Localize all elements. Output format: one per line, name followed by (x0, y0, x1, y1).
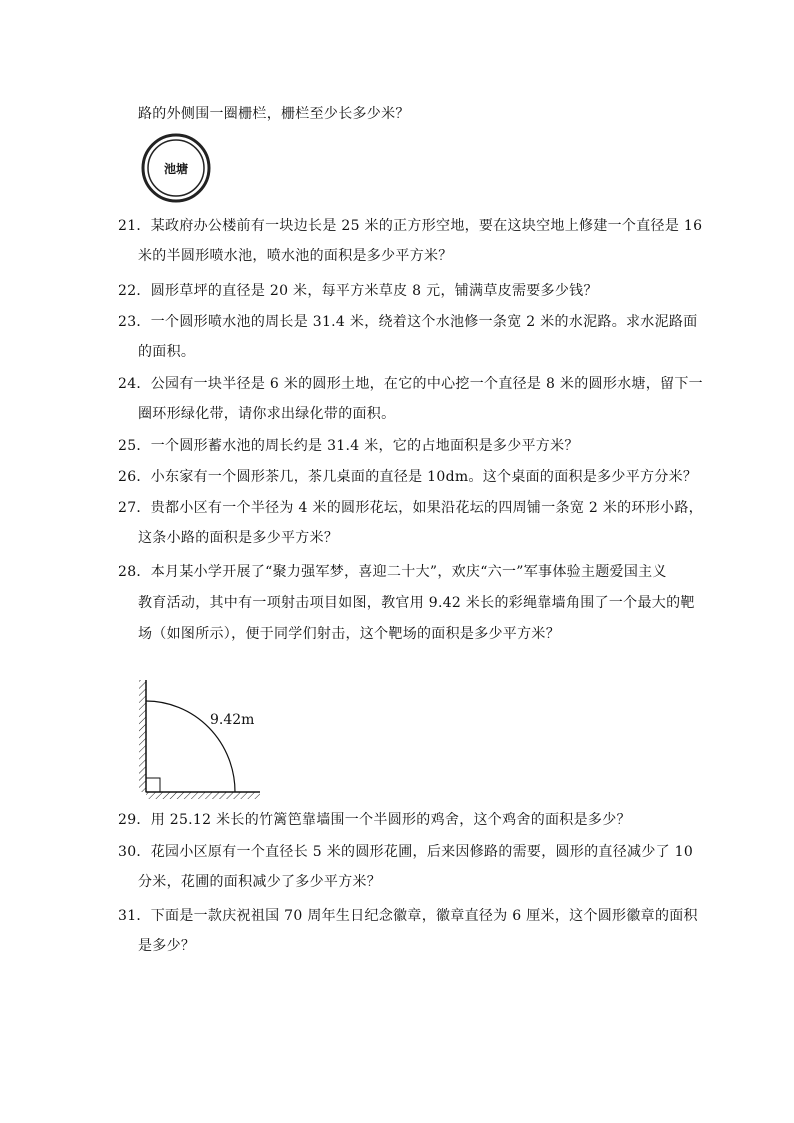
problem-24-line-2: 圈环形绿化带，请你求出绿化带的面积。 (138, 406, 396, 422)
problem-24-line-1 (118, 374, 703, 394)
problem-22-line-1 (118, 281, 598, 301)
problem-27-line-2: 这条小路的面积是多少平方米？ (138, 530, 339, 546)
problem-number: 23． (118, 314, 151, 330)
problem-text: 下面是一款庆祝祖国 70 周年生日纪念徽章，徽章直径为 6 厘米，这个圆形徽章的面积 (150, 908, 698, 924)
wall-hatching-horizontal (146, 792, 260, 799)
problem-23-line-2: 的面积。 (138, 344, 196, 360)
problem-number: 26． (118, 469, 151, 485)
problem-30-line-1 (118, 842, 693, 862)
problem-29-line-1 (118, 810, 631, 830)
problem-number: 29． (118, 812, 151, 828)
pond-figure (138, 133, 220, 203)
problem-number: 31． (118, 908, 151, 924)
problem-27-line-1 (118, 498, 703, 518)
problem-28-line-3: 场（如图所示），便于同学们射击，这个靶场的面积是多少平方米？ (138, 626, 560, 642)
problem-21-line-2: 米的半圆形喷水池，喷水池的面积是多少平方米？ (138, 248, 453, 264)
problem-31-line-1 (118, 906, 698, 926)
problem-number: 30． (118, 844, 151, 860)
pond-label: 池塘 (163, 162, 189, 176)
problem-28-line-1 (118, 562, 667, 582)
problem-number: 21． (118, 218, 151, 234)
problem-text: 圆形草坪的直径是 20 米，每平方米草皮 8 元，铺满草皮需要多少钱？ (150, 283, 598, 299)
problem-26-line-1 (118, 467, 697, 487)
problem-text: 贵都小区有一个半径为 4 米的圆形花坛，如果沿花坛的四周铺一条宽 2 米的环形小路， (150, 500, 703, 516)
continued-problem-text: 路的外侧围一圈栅栏，栅栏至少长多少米？ (138, 106, 410, 122)
problem-text: 本月某小学开展了“聚力强军梦，喜迎二十大”，欢庆“六一”军事体验主题爱国主义 (150, 564, 667, 580)
problem-21-line-1 (118, 216, 702, 236)
problem-28-line-2: 教育活动，其中有一项射击项目如图，教官用 9.42 米长的彩绳靠墙角围了一个最大的靶 (138, 595, 695, 611)
problem-text: 用 25.12 米长的竹篱笆靠墙围一个半圆形的鸡舍，这个鸡舍的面积是多少？ (150, 812, 631, 828)
problem-text: 一个圆形喷水池的周长是 31.4 米，绕着这个水池修一条宽 2 米的水泥路。求水泥路面 (150, 314, 698, 330)
problem-text: 一个圆形蓄水池的周长约是 31.4 米，它的占地面积是多少平方米？ (150, 438, 579, 454)
problem-number: 28． (118, 564, 151, 580)
problem-text: 某政府办公楼前有一块边长是 25 米的正方形空地，要在这块空地上修建一个直径是 16 (150, 218, 703, 234)
problem-23-line-1 (118, 312, 698, 332)
problem-text: 公园有一块半径是 6 米的圆形土地，在它的中心挖一个直径是 8 米的圆形水塘，留下一 (150, 376, 703, 392)
problem-text: 小东家有一个圆形茶几，茶几桌面的直径是 10dm。这个桌面的面积是多少平方分米？ (150, 469, 698, 485)
problem-number: 27． (118, 500, 151, 516)
problem-31-line-2: 是多少？ (138, 938, 196, 954)
quarter-circle-figure (130, 676, 270, 802)
problem-number: 25． (118, 438, 151, 454)
problem-number: 24． (118, 376, 151, 392)
arc-length-label: 9.42m (210, 712, 255, 728)
problem-25-line-1 (118, 436, 579, 456)
problem-number: 22． (118, 283, 151, 299)
wall-hatching-vertical (139, 680, 146, 792)
problem-text: 花园小区原有一个直径长 5 米的圆形花圃，后来因修路的需要，圆形的直径减少了 10 (150, 844, 694, 860)
right-angle-marker (146, 778, 160, 792)
problem-30-line-2: 分米，花圃的面积减少了多少平方米？ (138, 874, 382, 890)
